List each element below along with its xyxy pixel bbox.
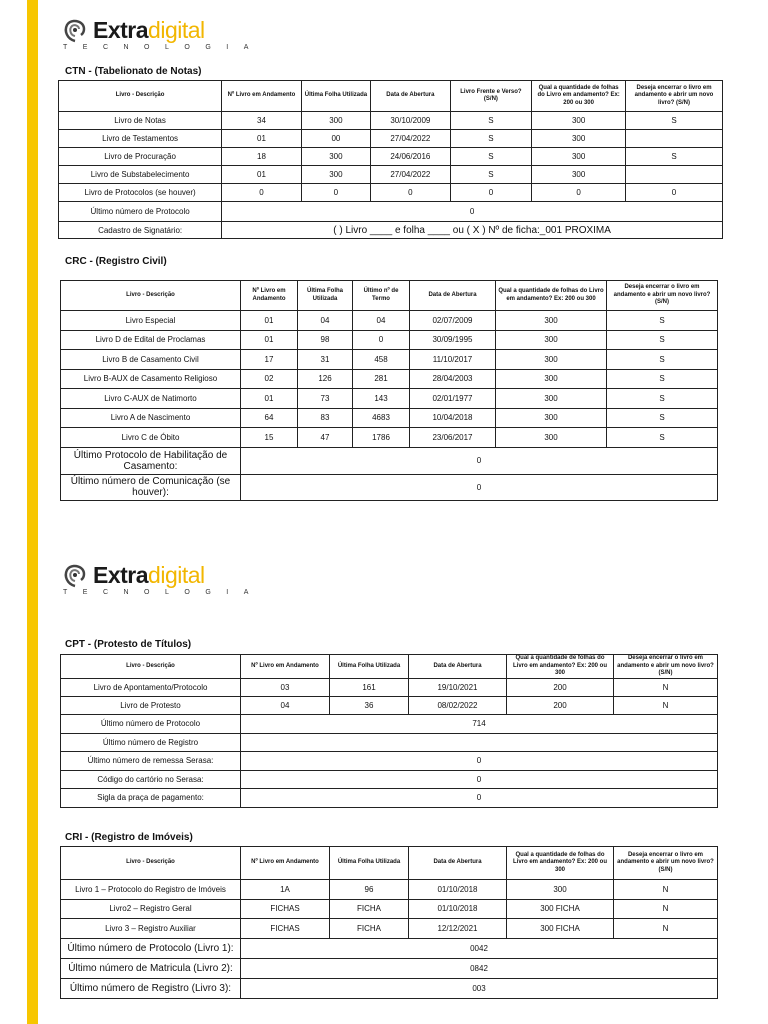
table-row xyxy=(61,311,718,331)
table-cell: 19/10/2021 xyxy=(409,679,507,697)
column-header: Livro - Descrição xyxy=(61,655,241,679)
table-cell: 01 xyxy=(241,330,298,350)
cpt-extra-row-label: Sigla da praça de pagamento: xyxy=(61,789,241,808)
column-header: Última Folha Utilizada xyxy=(301,81,370,112)
table-cell: Livro de Substabelecimento xyxy=(59,166,222,184)
table-cell: 01 xyxy=(222,166,302,184)
yellow-side-stripe xyxy=(27,0,38,1024)
table-cell: N xyxy=(614,679,718,697)
table-cell: 30/10/2009 xyxy=(371,112,451,130)
cri-extra-row-value: 0842 xyxy=(241,958,718,978)
table-cell: Livro B de Casamento Civil xyxy=(61,350,241,370)
column-header: Qual a quantidade de folhas do Livro em andamento? Ex: 200 ou 300 xyxy=(532,81,626,112)
table-cell: 01/10/2018 xyxy=(409,880,507,900)
table-cell: 00 xyxy=(301,130,370,148)
table-cell: 17 xyxy=(241,350,298,370)
table-cell: 02/01/1977 xyxy=(410,389,496,409)
cpt-extra-row-label: Último número de remessa Serasa: xyxy=(61,752,241,771)
table-cell: S xyxy=(607,389,718,409)
column-header: Data de Abertura xyxy=(409,847,507,880)
table-row xyxy=(59,130,723,148)
table-row xyxy=(61,350,718,370)
table-cell: Livro C de Óbito xyxy=(61,428,241,448)
cri-extra-row xyxy=(61,978,718,998)
table-cell: 01 xyxy=(241,311,298,331)
table-row xyxy=(61,330,718,350)
table-cell: 0 xyxy=(450,184,532,202)
table-cell: Livro B-AUX de Casamento Religioso xyxy=(61,369,241,389)
table-cell: FICHA xyxy=(330,919,409,939)
column-header: Deseja encerrar o livro em andamento e abrir um novo livro? (S/N) xyxy=(626,81,723,112)
cpt-section-title: CPT - (Protesto de Títulos) xyxy=(65,639,192,650)
ctn-last-protocol-row xyxy=(59,202,723,222)
table-cell: 36 xyxy=(330,697,409,715)
table-cell: 30/09/1995 xyxy=(410,330,496,350)
table-cell: Livro de Apontamento/Protocolo xyxy=(61,679,241,697)
cpt-extra-row-value: 0 xyxy=(241,770,718,789)
table-cell xyxy=(626,130,723,148)
table-cell: 31 xyxy=(298,350,353,370)
table-cell: 0 xyxy=(532,184,626,202)
table-cell: S xyxy=(626,148,723,166)
crc-table xyxy=(60,280,718,501)
table-cell: 458 xyxy=(353,350,410,370)
cri-extra-row-label: Último número de Registro (Livro 3): xyxy=(61,978,241,998)
ctn-signatory-row xyxy=(59,222,723,239)
table-row xyxy=(59,166,723,184)
table-cell: 200 xyxy=(507,697,614,715)
table-cell: 24/06/2016 xyxy=(371,148,451,166)
table-cell: Livro de Protesto xyxy=(61,697,241,715)
table-cell: 300 xyxy=(496,408,607,428)
column-header: Nº Livro em Andamento xyxy=(241,281,298,311)
table-cell: 18 xyxy=(222,148,302,166)
table-cell: 300 xyxy=(496,389,607,409)
cpt-extra-row xyxy=(61,770,718,789)
cpt-table xyxy=(60,654,718,808)
brand-name: Extradigital xyxy=(93,562,205,588)
table-cell: 300 xyxy=(532,130,626,148)
crc-comunicacao-row-value: 0 xyxy=(241,474,718,500)
table-cell: 01 xyxy=(241,389,298,409)
table-cell: 300 xyxy=(496,428,607,448)
ctn-last-protocol-row-value: 0 xyxy=(222,202,723,222)
column-header: Qual a quantidade de folhas do Livro em andamento? Ex: 200 ou 300 xyxy=(507,655,614,679)
table-cell: FICHA xyxy=(330,899,409,919)
table-cell: 0 xyxy=(371,184,451,202)
cri-extra-row-value: 003 xyxy=(241,978,718,998)
table-cell: Livro de Procuração xyxy=(59,148,222,166)
cri-section-title: CRI - (Registro de Imóveis) xyxy=(65,832,193,843)
cpt-extra-row xyxy=(61,752,718,771)
table-cell: S xyxy=(450,148,532,166)
column-header: Livro - Descrição xyxy=(61,281,241,311)
ctn-table xyxy=(58,80,723,239)
column-header: Deseja encerrar o livro em andamento e abrir um novo livro? (S/N) xyxy=(614,847,718,880)
column-header: Nº Livro em Andamento xyxy=(241,847,330,880)
table-cell: Livro 3 – Registro Auxiliar xyxy=(61,919,241,939)
brand-logo-2 xyxy=(62,563,264,596)
table-cell: 300 xyxy=(496,369,607,389)
header-row xyxy=(61,655,718,679)
table-cell: 10/04/2018 xyxy=(410,408,496,428)
cpt-extra-row-value: 0 xyxy=(241,789,718,808)
table-cell: 11/10/2017 xyxy=(410,350,496,370)
column-header: Livro - Descrição xyxy=(61,847,241,880)
table-cell: 01/10/2018 xyxy=(409,899,507,919)
brand-tagline: TECNOLOGIA xyxy=(63,589,264,596)
ctn-last-protocol-row-label: Último número de Protocolo xyxy=(59,202,222,222)
table-cell: S xyxy=(607,369,718,389)
table-row xyxy=(61,389,718,409)
table-cell: S xyxy=(450,112,532,130)
table-cell: S xyxy=(626,112,723,130)
column-header: Data de Abertura xyxy=(409,655,507,679)
table-cell: Livro2 – Registro Geral xyxy=(61,899,241,919)
table-cell: 02/07/2009 xyxy=(410,311,496,331)
table-cell: S xyxy=(607,330,718,350)
column-header: Livro - Descrição xyxy=(59,81,222,112)
table-cell: 300 xyxy=(496,350,607,370)
table-cell: 300 xyxy=(496,311,607,331)
table-cell: 300 xyxy=(301,112,370,130)
table-cell: 200 xyxy=(507,679,614,697)
table-cell: 300 FICHA xyxy=(507,899,614,919)
crc-comunicacao-row-label: Último número de Comunicação (se houver): xyxy=(61,474,241,500)
cpt-extra-row xyxy=(61,733,718,752)
table-row xyxy=(61,880,718,900)
table-cell: 03 xyxy=(241,679,330,697)
column-header: Última Folha Utilizada xyxy=(330,655,409,679)
ctn-section-title: CTN - (Tabelionato de Notas) xyxy=(65,66,202,77)
table-cell: 02 xyxy=(241,369,298,389)
column-header: Qual a quantidade de folhas do Livro em andamento? Ex: 200 ou 300 xyxy=(496,281,607,311)
header-row xyxy=(59,81,723,112)
cpt-extra-row xyxy=(61,789,718,808)
cri-table xyxy=(60,846,718,999)
cri-extra-row-label: Último número de Matricula (Livro 2): xyxy=(61,958,241,978)
table-cell: FICHAS xyxy=(241,919,330,939)
ctn-signatory-row-label: Cadastro de Signatário: xyxy=(59,222,222,239)
table-cell: 15 xyxy=(241,428,298,448)
table-cell: 1786 xyxy=(353,428,410,448)
table-row xyxy=(61,679,718,697)
table-cell: FICHAS xyxy=(241,899,330,919)
table-cell: 28/04/2003 xyxy=(410,369,496,389)
table-cell: 4683 xyxy=(353,408,410,428)
table-cell: Livro de Testamentos xyxy=(59,130,222,148)
crc-habilitacao-row-label: Último Protocolo de Habilitação de Casamento: xyxy=(61,447,241,474)
cri-extra-row xyxy=(61,938,718,958)
table-cell: Livro de Notas xyxy=(59,112,222,130)
cpt-extra-row-label: Último número de Registro xyxy=(61,733,241,752)
table-cell: Livro D de Edital de Proclamas xyxy=(61,330,241,350)
column-header: Deseja encerrar o livro em andamento e abrir um novo livro? (S/N) xyxy=(607,281,718,311)
table-cell xyxy=(626,166,723,184)
table-cell: 98 xyxy=(298,330,353,350)
crc-section-title: CRC - (Registro Civil) xyxy=(65,256,167,267)
table-cell: S xyxy=(607,428,718,448)
table-cell: 73 xyxy=(298,389,353,409)
shell-logo-icon xyxy=(62,563,88,589)
brand-tagline: TECNOLOGIA xyxy=(63,44,264,51)
column-header: Data de Abertura xyxy=(371,81,451,112)
table-cell: S xyxy=(607,350,718,370)
table-cell: 300 xyxy=(532,166,626,184)
table-cell: Livro Especial xyxy=(61,311,241,331)
table-cell: 300 xyxy=(301,166,370,184)
table-row xyxy=(61,697,718,715)
table-cell: 01 xyxy=(222,130,302,148)
cpt-extra-row-value: 714 xyxy=(241,715,718,734)
cri-extra-row xyxy=(61,958,718,978)
table-cell: 34 xyxy=(222,112,302,130)
table-cell: N xyxy=(614,899,718,919)
table-cell: 27/04/2022 xyxy=(371,130,451,148)
table-row xyxy=(61,899,718,919)
table-row xyxy=(61,428,718,448)
table-row xyxy=(61,408,718,428)
table-cell: 08/02/2022 xyxy=(409,697,507,715)
column-header: Última Folha Utilizada xyxy=(330,847,409,880)
table-cell: 96 xyxy=(330,880,409,900)
table-cell: Livro de Protocolos (se houver) xyxy=(59,184,222,202)
table-cell: S xyxy=(607,311,718,331)
crc-comunicacao-row xyxy=(61,474,718,500)
table-cell: 300 xyxy=(532,148,626,166)
table-row xyxy=(59,184,723,202)
column-header: Nº Livro em Andamento xyxy=(241,655,330,679)
column-header: Data de Abertura xyxy=(410,281,496,311)
crc-habilitacao-row-value: 0 xyxy=(241,447,718,474)
brand-name: Extradigital xyxy=(93,17,205,43)
table-cell: S xyxy=(450,166,532,184)
table-cell: 0 xyxy=(353,330,410,350)
table-cell: 27/04/2022 xyxy=(371,166,451,184)
cpt-extra-row-label: Último número de Protocolo xyxy=(61,715,241,734)
table-row xyxy=(59,148,723,166)
table-cell: 126 xyxy=(298,369,353,389)
table-cell: 300 xyxy=(507,880,614,900)
table-cell: 12/12/2021 xyxy=(409,919,507,939)
table-cell: 300 FICHA xyxy=(507,919,614,939)
brand-logo xyxy=(62,18,264,51)
table-cell: 0 xyxy=(301,184,370,202)
table-cell: 64 xyxy=(241,408,298,428)
table-cell: 300 xyxy=(301,148,370,166)
shell-logo-icon xyxy=(62,18,88,44)
table-cell: 04 xyxy=(353,311,410,331)
column-header: Último nº de Termo xyxy=(353,281,410,311)
table-cell: 04 xyxy=(298,311,353,331)
table-cell: S xyxy=(450,130,532,148)
table-cell: Livro C-AUX de Natimorto xyxy=(61,389,241,409)
table-row xyxy=(61,369,718,389)
cri-extra-row-label: Último número de Protocolo (Livro 1): xyxy=(61,938,241,958)
column-header: Última Folha Utilizada xyxy=(298,281,353,311)
table-cell: 300 xyxy=(496,330,607,350)
table-cell: N xyxy=(614,880,718,900)
table-cell: 281 xyxy=(353,369,410,389)
table-cell: 83 xyxy=(298,408,353,428)
table-row xyxy=(59,112,723,130)
ctn-signatory-row-value: ( ) Livro ____ e folha ____ ou ( X ) Nº de ficha:_001 PROXIMA xyxy=(222,222,723,239)
column-header: Nº Livro em Andamento xyxy=(222,81,302,112)
cri-extra-row-value: 0042 xyxy=(241,938,718,958)
table-cell: 0 xyxy=(626,184,723,202)
cpt-extra-row-value xyxy=(241,733,718,752)
header-row xyxy=(61,847,718,880)
table-cell: N xyxy=(614,697,718,715)
table-cell: 300 xyxy=(532,112,626,130)
table-cell: N xyxy=(614,919,718,939)
table-cell: Livro A de Nascimento xyxy=(61,408,241,428)
cpt-extra-row xyxy=(61,715,718,734)
table-cell: 161 xyxy=(330,679,409,697)
column-header: Livro Frente e Verso? (S/N) xyxy=(450,81,532,112)
column-header: Deseja encerrar o livro em andamento e abrir um novo livro? (S/N) xyxy=(614,655,718,679)
table-row xyxy=(61,919,718,939)
table-cell: 04 xyxy=(241,697,330,715)
table-cell: S xyxy=(607,408,718,428)
cpt-extra-row-value: 0 xyxy=(241,752,718,771)
header-row xyxy=(61,281,718,311)
table-cell: 23/06/2017 xyxy=(410,428,496,448)
crc-habilitacao-row xyxy=(61,447,718,474)
table-cell: 47 xyxy=(298,428,353,448)
cpt-extra-row-label: Código do cartório no Serasa: xyxy=(61,770,241,789)
table-cell: 0 xyxy=(222,184,302,202)
table-cell: 143 xyxy=(353,389,410,409)
table-cell: 1A xyxy=(241,880,330,900)
table-cell: Livro 1 – Protocolo do Registro de Imóveis xyxy=(61,880,241,900)
column-header: Qual a quantidade de folhas do Livro em andamento? Ex: 200 ou 300 xyxy=(507,847,614,880)
